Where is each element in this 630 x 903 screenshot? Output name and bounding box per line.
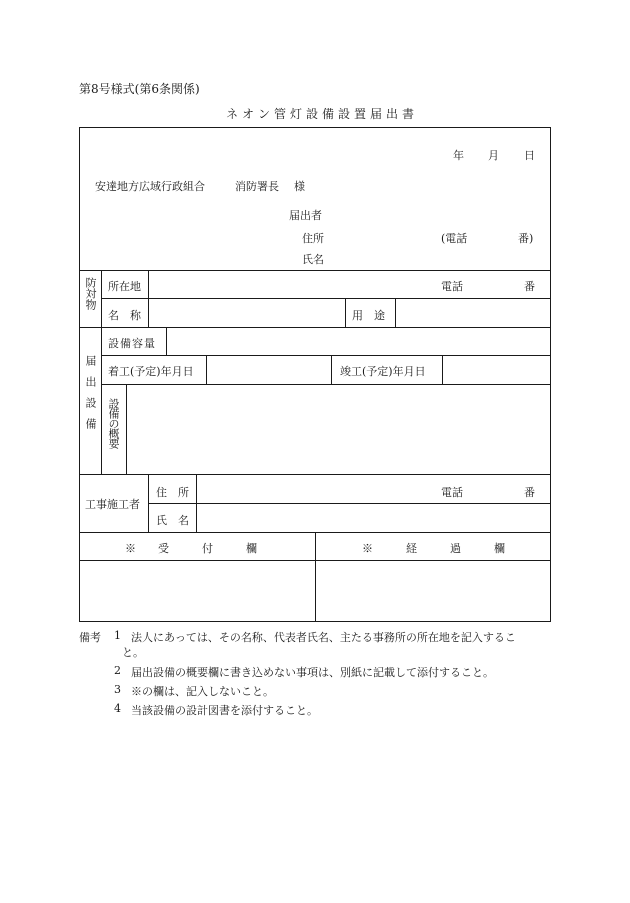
note-number: 4 bbox=[114, 702, 121, 715]
day-label: 日 bbox=[524, 149, 535, 162]
contractor-name-label: 氏 名 bbox=[156, 514, 189, 527]
note-text: 法人にあっては、その名称、代表者氏名、主たる事務所の所在地を記入するこ bbox=[131, 631, 516, 644]
note-number: 3 bbox=[114, 683, 121, 696]
contractor-phone-ban: 番 bbox=[524, 486, 535, 499]
note-number: 2 bbox=[114, 664, 121, 677]
object-phone-ban: 番 bbox=[524, 280, 535, 293]
contractor-phone-label: 電話 bbox=[441, 486, 463, 499]
fire-chief: 消防署長 bbox=[235, 180, 279, 193]
object-name-label: 名 称 bbox=[108, 309, 141, 322]
start-date-label: 着工(予定)年月日 bbox=[108, 365, 194, 378]
equipment-group-label: 届出設備 bbox=[84, 355, 97, 439]
reception-column-header: ※ 受 付 欄 bbox=[125, 542, 257, 555]
note-number: 1 bbox=[114, 629, 121, 642]
note-text: 届出設備の概要欄に書き込めない事項は、別紙に記載して添付すること。 bbox=[131, 666, 494, 679]
submitter-label: 届出者 bbox=[289, 209, 322, 222]
submitter-phone-ban: 番) bbox=[518, 232, 534, 245]
submitter-name-label: 氏名 bbox=[302, 253, 324, 266]
contractor-address-label: 住 所 bbox=[156, 486, 189, 499]
page-title: ネオン管灯設備設置届出書 bbox=[226, 107, 419, 121]
object-phone-label: 電話 bbox=[441, 280, 463, 293]
addressee: 安達地方広域行政組合 bbox=[95, 180, 205, 193]
equipment-capacity-label: 設備容量 bbox=[108, 337, 156, 350]
object-group-label: 防対物 bbox=[84, 277, 97, 310]
equipment-overview-label: 設備の概要 bbox=[107, 398, 120, 448]
month-label: 月 bbox=[488, 149, 499, 162]
submitter-phone-label: (電話 bbox=[441, 232, 468, 245]
object-use-label: 用 途 bbox=[352, 309, 385, 322]
object-location-label: 所在地 bbox=[108, 280, 141, 293]
honorific: 様 bbox=[294, 180, 305, 193]
year-label: 年 bbox=[453, 149, 464, 162]
contractor-label: 工事施工者 bbox=[85, 498, 140, 511]
end-date-label: 竣工(予定)年月日 bbox=[340, 365, 426, 378]
form-number: 第8号様式(第6条関係) bbox=[79, 82, 200, 96]
notes-label: 備考 bbox=[79, 631, 101, 644]
note-text: 当該設備の設計図書を添付すること。 bbox=[131, 704, 318, 717]
submitter-address-label: 住所 bbox=[302, 232, 324, 245]
note-text-continued: と。 bbox=[122, 646, 144, 659]
progress-column-header: ※ 経 過 欄 bbox=[362, 542, 505, 555]
note-text: ※の欄は、記入しないこと。 bbox=[131, 685, 274, 698]
